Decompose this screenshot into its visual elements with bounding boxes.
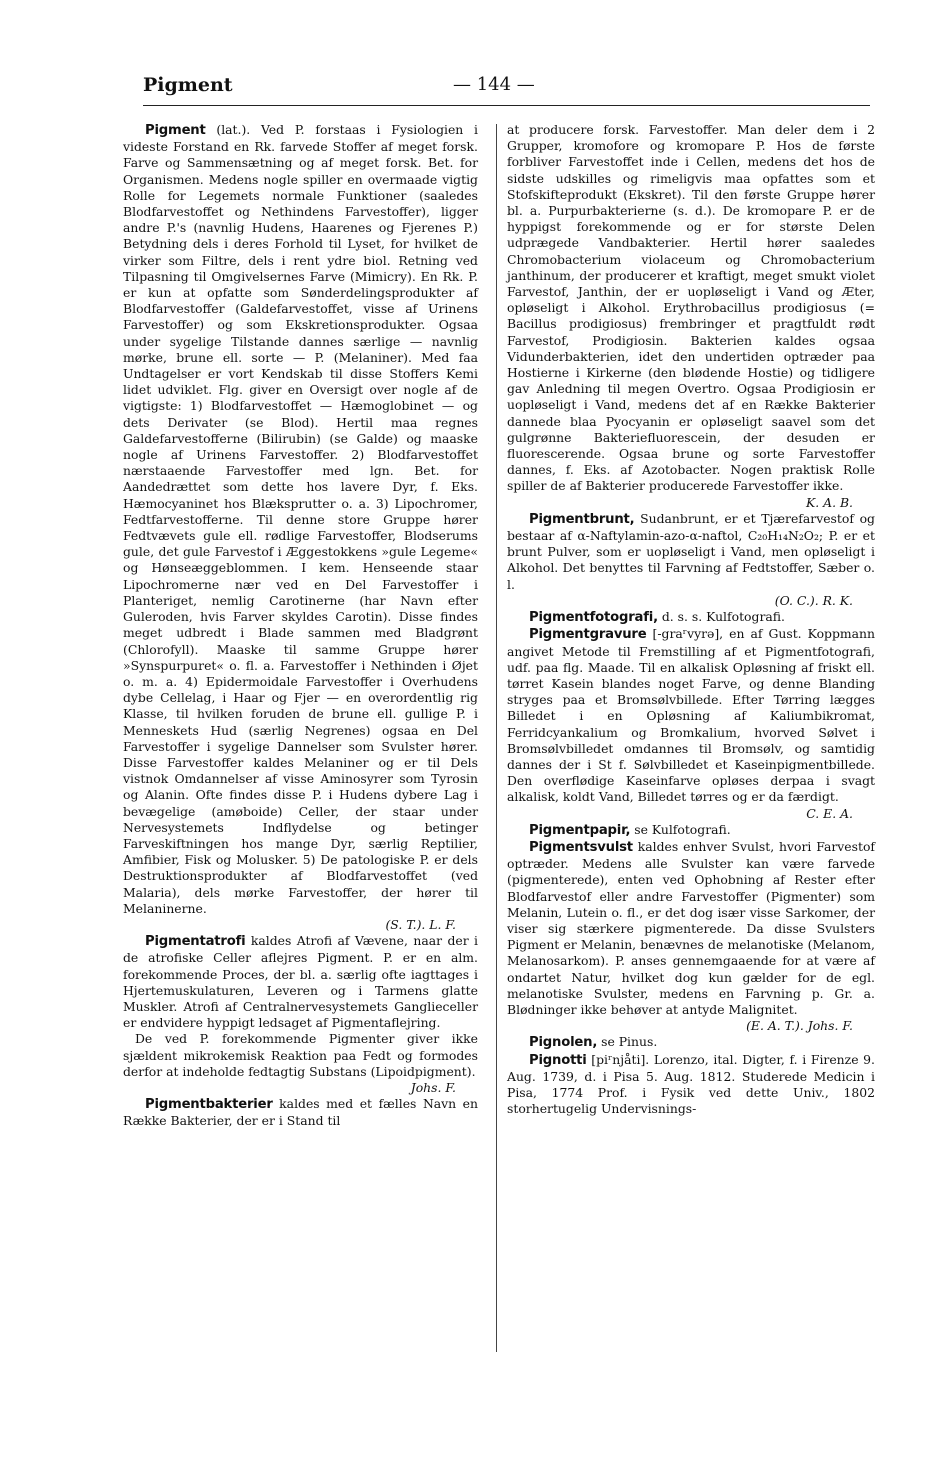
column-divider bbox=[496, 124, 497, 1352]
headword: Pigmentsvulst bbox=[529, 839, 633, 855]
headword: Pigment bbox=[145, 123, 206, 138]
headword: Pigmentfotografi, bbox=[529, 610, 658, 626]
entry-text: De ved P. forekommende Pigmenter giver ikke sjældent mikrokemisk Reaktion paa Fedt og formodes derfor at indeholde fedtagtig Substans (Lipoidpigment). bbox=[123, 1031, 478, 1079]
entry-pignotti bbox=[507, 1052, 875, 1118]
page-header bbox=[143, 70, 870, 104]
entry-pigmentbrunt bbox=[507, 511, 875, 609]
headword: Pigmentpapir, bbox=[529, 822, 631, 838]
entry-pigmentatrofi bbox=[123, 933, 478, 1031]
entry-text: (lat.). Ved P. forstaas i Fysiologien i videste Forstand en Rk. farvede Stoffer af meget forsk. Farve og Sammensætning og af meget forsk. Bet. for Organismen. Medens nogle spiller en overmaade vigtig Rolle for Legemets normale Funktioner (saaledes Blodfarvestoffet og Nethindens Farvestoffer), ligger andre P.'s (navnlig Hudens, Haarenes og Fjerenes P.) Betydning dels i deres Forhold til Lyset, for hvilket de virker som Filtre, dels i rent ydre biol. Retning ved Tilpasning til Omgivelsernes Farve (Mimicry). En Rk. P. er kun at opfatte som Sønderdelingsprodukter af Blodfarvestoffer (Galdefarvestoffet, visse af Urinens Farvestoffer) og som Ekskretionsprodukter. Ogsaa under sygelige Tilstande dannes særlige — navnlig mørke, brune ell. sorte — P. (Melaniner). Med faa Undtagelser er vort Kendskab til disse Stoffers Kemi lidet udviklet. Flg. giver en Oversigt over nogle af de vigtigste: 1) Blodfarvestoffet — Hæmoglobinet — og dets Derivater (se Blod). Hertil maa regnes Galdefarvestofferne (Bilirubin) (se Galde) og maaske nogle af Urinens Farvestoffer. 2) Blodfarvestoffet nærstaaende Farvestoffer med lgn. Bet. for Aandedrættet som dette hos lavere Dyr, f. Eks. Hæmocyaninet hos Blæksprutter o. a. 3) Lipochromer, Fedtfarvestofferne. Til denne store Gruppe hører Fedtvævets gule ell. rødlige Farvestoffer, Blodserums gule, det gule Farvestof i Æggestokkens »gule Legeme« og Hønseæggeblommen. I kem. Henseende staar Lipochromerne nær ved en Del Farvestoffer i Planteriget, nemlig Carotinerne (har Navn efter Guleroden, hvis Farver skyldes Carotin). Disse findes meget udbredt i Blade sammen med Bladgrønt (Chlorofyll). Maaske til samme Gruppe hører »Synspurpuret« o. fl. a. Farvestoffer i Nethinden i Øjet o. m. a. 4) Epidermoidale Farvestoffer i Overhudens dybe Cellelag, i Haar og Fjer — en overordentlig rig Klasse, til hvilken foruden de brune ell. gullige P. i Menneskets Hud (særlig Negrenes) ogsaa en Del Farvestoffer i sygelige Dannelser som Svulster hører. Disse Farvestoffer kaldes Melaniner og er til Dels vistnok Omdannelser af visse Aminosyrer som Tyrosin og Alanin. Ofte findes disse P. i Hudens dybere Lag i bevægelige (amøboide) Celler, der staar under Nervesystemets Indflydelse og betinger Farveskiftningen hos mange Dyr, særlig Reptilier, Amfibier, Fisk og Molusker. 5) De patologiske P. er dels Destruktionsprodukter af Blodfarvestoffet (ved Malaria), dels mørke Farvestoffer, der hører til Melaninerne. bbox=[123, 122, 478, 916]
entry-pigmentpapir bbox=[507, 822, 875, 839]
entry-pigmentbakterier bbox=[123, 1096, 478, 1129]
author-signature: Johs. F. bbox=[410, 1079, 456, 1095]
entry-text: kaldes med et fælles Navn en Række Bakterier, der er i Stand til bbox=[123, 1096, 478, 1129]
author-signature: (O. C.). R. K. bbox=[774, 592, 853, 608]
entry-text: Sudanbrunt, er et Tjærefarvestof og bestaar af α-Naftylamin-azo-α-naftol, C₂₀H₁₄N₂O₂; P. er et brunt Pulver, som er uopløseligt i Vand, men opløseligt i Alkohol. Det benyttes til Farvning af Fedtstoffer, Sæber o. l. bbox=[507, 510, 875, 592]
entry-text: kaldes enhver Svulst, hvori Farvestof optræder. Medens alle Svulster kan være farvede (pigmenterede), enten ved Ophobning af Rester efter Blodfarvestof eller andre Farvestoffer (Pigmenter) som Melanin, Lutein o. fl., er det dog især visse Sarkomer, der viser sig stærkere pigmenterede. Da disse Svulsters Pigment er Melanin, benævnes de melanotiske (Melanom, Melanosarkom). P. anses gennemgaaende for at være af ondartet Natur, hvilket dog kun gælder for de egl. melanotiske Svulster, medens en Farvning p. Gr. a. Blødninger ikke behøver at antyde Malignitet. bbox=[507, 838, 875, 1017]
entry-pigmentgravure bbox=[507, 626, 875, 821]
entry-text: kaldes Atrofi af Vævene, naar der i de atrofiske Celler aflejres Pigment. P. er en alm. forekommende Proces, der bl. a. særlig ofte iagttages i Hjertemuskulaturen, Leveren og i Tarmens glatte Muskler. Atrofi af Centralnervesystemets Ganglieceller er endvidere hyppigt ledsaget af Pigmentaflejring. bbox=[123, 933, 478, 1031]
author-signature: (S. T.). L. F. bbox=[385, 916, 456, 932]
author-signature: K. A. B. bbox=[805, 494, 853, 510]
right-column bbox=[507, 122, 875, 1117]
entry-pigmentatrofi-paragraph bbox=[123, 1031, 478, 1096]
entry-text: se Kulfotografi. bbox=[630, 821, 731, 837]
headword: Pigmentbakterier bbox=[145, 1097, 273, 1113]
entry-pigmentbakterier-continued bbox=[507, 122, 875, 511]
entry-pigmentsvulst bbox=[507, 839, 875, 1034]
left-column bbox=[123, 122, 478, 1130]
entry-text: [-graʳvyrə], en af Gust. Koppmann angivet Metode til Fremstilling af et Pigmentfotografi, udf. paa flg. Maade. Til en alkalisk Opløsning af friskt ell. tørret Kasein blandes noget Farve, og denne Blanding stryges paa et Bromsølvbillede. Efter Tørring lægges Billedet i en Opløsning af Kaliumbikromat, Ferridcyankalium og Bromkalium, hvorved Sølvet i Bromsølvbilledet omdannes til Bromsølv, og samtidig dannes der i St f. Sølvbilledet et Kaseinpigmentbillede. Den overflødige Kaseinfarve opløses derpaa i svagt alkalisk, koldt Vand, Billedet tørres og er da færdigt. bbox=[507, 626, 875, 805]
entry-text: [piʳnjåti]. Lorenzo, ital. Digter, f. i Firenze 9. Aug. 1739, d. i Pisa 5. Aug. 1812. Studerede Medicin i Pisa, 1774 Prof. i Fysik ved dette Univ., 1802 storhertugelig Undervisnings- bbox=[507, 1051, 875, 1117]
entry-text: se Pinus. bbox=[597, 1034, 658, 1050]
author-signature: C. E. A. bbox=[806, 805, 853, 821]
headword: Pignotti bbox=[529, 1052, 587, 1068]
headword: Pigmentbrunt, bbox=[529, 511, 635, 527]
author-signature: (E. A. T.). Johs. F. bbox=[746, 1018, 853, 1034]
entry-text: d. s. s. Kulfotografi. bbox=[657, 609, 785, 625]
page-number: — 144 — bbox=[453, 74, 535, 95]
header-rule bbox=[143, 105, 870, 106]
headword: Pigmentgravure bbox=[529, 627, 647, 643]
entry-pignolen bbox=[507, 1034, 875, 1051]
entry-pigment bbox=[123, 122, 478, 933]
running-head-word: Pigment bbox=[143, 74, 233, 96]
headword: Pigmentatrofi bbox=[145, 934, 246, 950]
headword: Pignolen, bbox=[529, 1035, 598, 1051]
entry-text: at producere forsk. Farvestoffer. Man deler dem i 2 Grupper, kromofore og kromopare P. Hos de første forbliver Farvestoffet inde i Cellen, medens det hos de sidste udskilles og rimeligvis maa opfattes som et Stofskifteprodukt (Ekskret). Til den første Gruppe hører bl. a. Purpurbakterierne (s. d.). De kromopare P. er de hyppigst forekommende og er for største Delen udprægede Vandbakterier. Hertil hører saaledes Chromobacterium violaceum og Chromobacterium janthinum, der producerer et kraftigt, meget smukt violet Farvestof, Janthin, der er uopløseligt i Vand og Æter, opløseligt i Alkohol. Erythrobacillus prodigiosus (= Bacillus prodigiosus) frembringer et pragtfuldt rødt Farvestof, Prodigiosin. Bakterien kaldes ogsaa Vidunderbakterien, idet den undertiden optræder paa Hostierne i Kirkerne (den blødende Hostie) og tidligere gav Anledning til megen Overtro. Ogsaa Prodigiosin er uopløseligt i Vand, medens det af en Række Bakterier dannede blaa Pyocyanin er opløseligt saavel som det gulgrønne Bakteriefluorescein, der desuden er fluorescerende. Ogsaa brune og sorte Farvestoffer dannes, f. Eks. af Azotobacter. Nogen praktisk Rolle spiller de af Bakterier producerede Farvestoffer ikke. bbox=[507, 122, 875, 494]
entry-pigmentfotografi bbox=[507, 609, 875, 626]
